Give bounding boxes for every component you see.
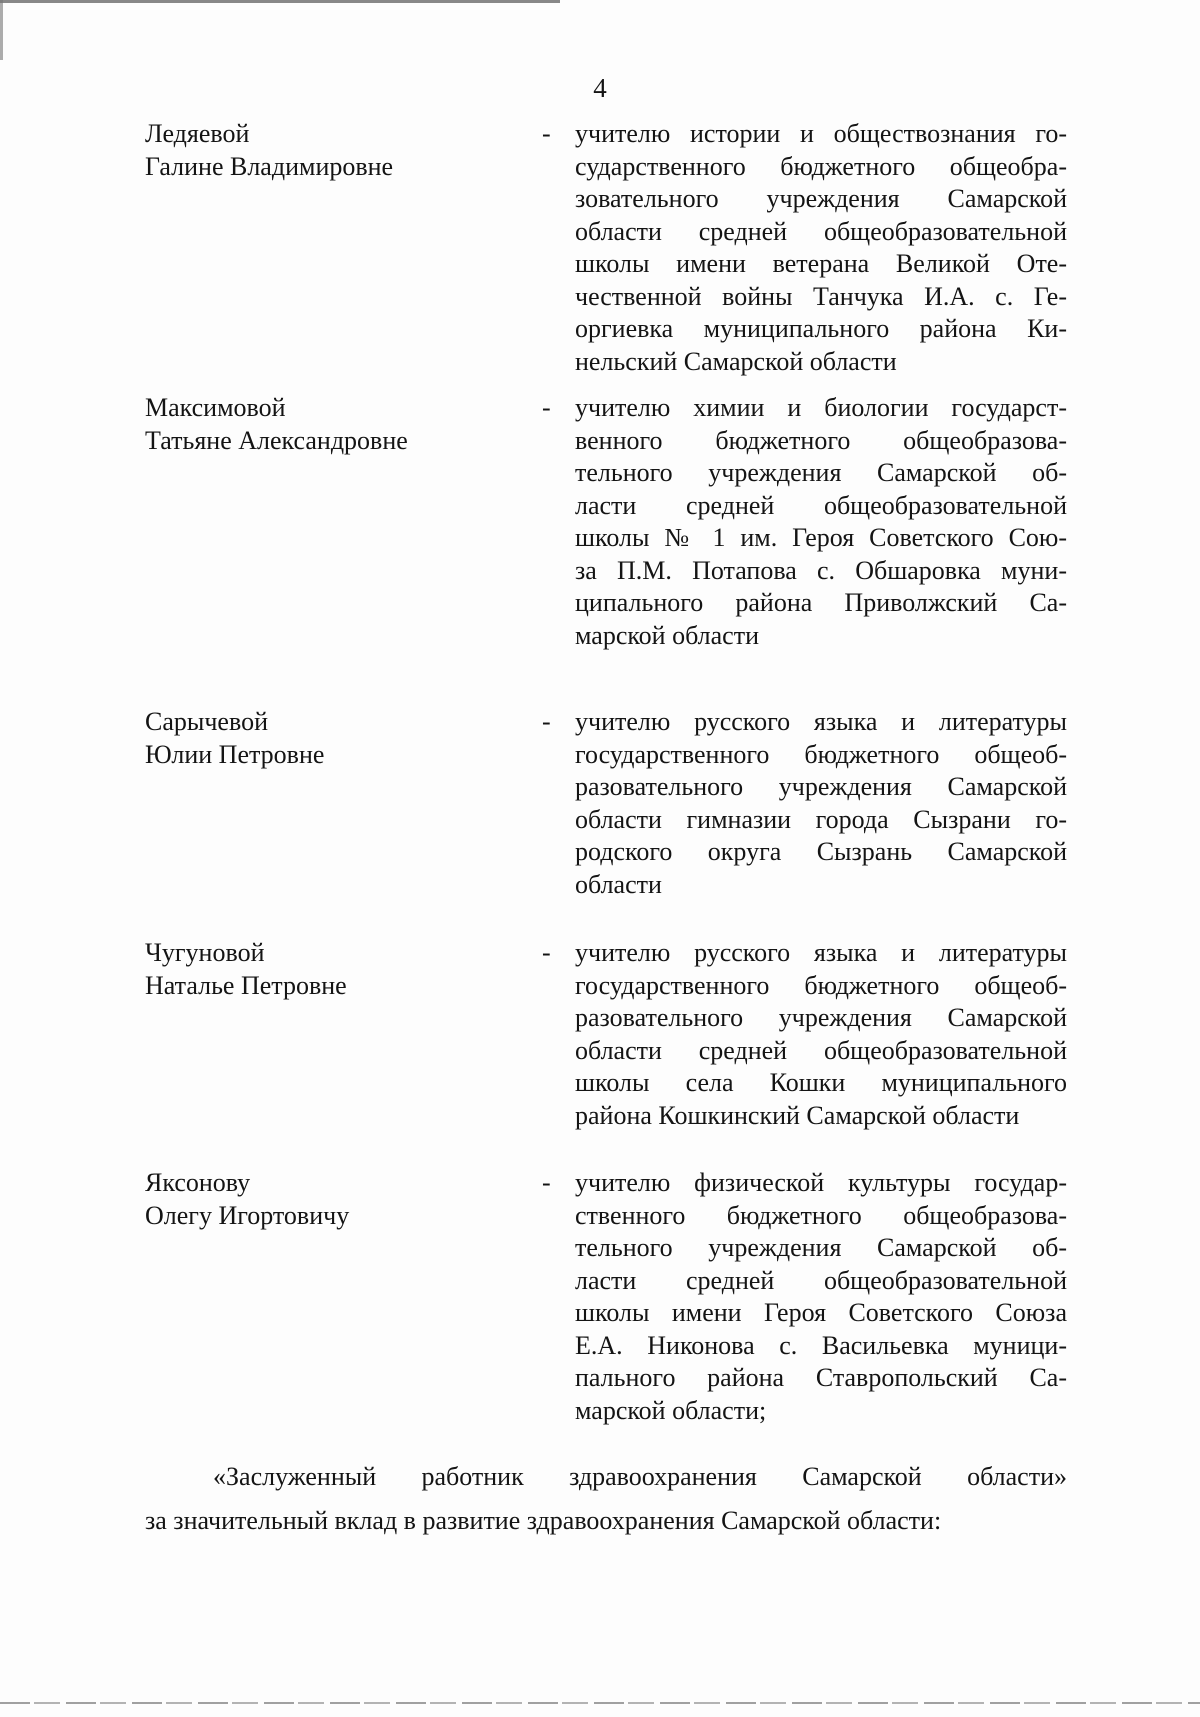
recipient-surname: Максимовой	[145, 393, 286, 422]
dash-separator: -	[542, 1168, 551, 1197]
description-line: марской области	[575, 620, 759, 650]
description-line: оргиевка муниципального района Ки-	[575, 314, 1067, 343]
description-line: школы № 1 им. Героя Советского Сою-	[575, 523, 1067, 552]
recipient-given-name: Наталье Петровне	[145, 970, 347, 1000]
description-line: школы имени ветерана Великой Оте-	[575, 249, 1067, 278]
description-line: области гимназии города Сызрани го-	[575, 804, 1067, 834]
dash-separator: -	[542, 119, 551, 148]
description-line: разовательного учреждения Самарской	[575, 1003, 1067, 1032]
recipient-description	[575, 937, 1067, 1132]
description-line: марской области;	[575, 1395, 767, 1425]
recipient-description	[575, 392, 1067, 652]
description-line: пального района Ставропольский Са-	[575, 1363, 1067, 1392]
description-line: области	[575, 869, 662, 899]
award-title: «Заслуженный работник здравоохранения Самарской области»	[213, 1462, 1067, 1491]
recipient-given-name: Татьяне Александровне	[145, 425, 408, 455]
description-line: чественной войны Танчука И.А. с. Ге-	[575, 281, 1067, 311]
recipient-given-name: Юлии Петровне	[145, 739, 325, 769]
page-number: 4	[593, 73, 607, 103]
description-line: ласти средней общеобразовательной	[575, 490, 1067, 520]
description-line: школы села Кошки муниципального	[575, 1068, 1067, 1097]
recipient-name	[145, 392, 545, 457]
description-line: тельного учреждения Самарской об-	[575, 1233, 1067, 1262]
recipient-name	[145, 118, 545, 183]
dash-separator: -	[542, 938, 551, 967]
award-section	[145, 1460, 1067, 1538]
recipient-description	[575, 118, 1067, 378]
dash-separator: -	[542, 707, 551, 736]
description-line: за П.М. Потапова с. Обшаровка муни-	[575, 555, 1067, 585]
description-line: зовательного учреждения Самарской	[575, 184, 1067, 213]
description-line: учителю химии и биологии государст-	[575, 393, 1067, 422]
description-line: ласти средней общеобразовательной	[575, 1265, 1067, 1295]
award-reason: за значительный вклад в развитие здравоохранения Самарской области:	[145, 1506, 942, 1535]
scan-edge-left	[0, 0, 3, 60]
description-line: Е.А. Никонова с. Васильевка муници-	[575, 1330, 1067, 1360]
description-line: тельного учреждения Самарской об-	[575, 458, 1067, 487]
description-line: учителю истории и обществознания го-	[575, 119, 1067, 148]
dash-separator: -	[542, 393, 551, 422]
description-line: родского округа Сызрань Самарской	[575, 837, 1067, 866]
description-line: учителю русского языка и литературы	[575, 707, 1067, 736]
description-line: ципального района Приволжский Са-	[575, 588, 1067, 617]
description-line: района Кошкинский Самарской области	[575, 1100, 1020, 1130]
recipient-name	[145, 937, 545, 1002]
description-line: государственного бюджетного общеоб-	[575, 970, 1067, 1000]
scan-edge-bottom	[0, 1702, 1200, 1704]
description-line: ственного бюджетного общеобразова-	[575, 1200, 1067, 1230]
recipient-description	[575, 706, 1067, 901]
description-line: нельский Самарской области	[575, 346, 897, 376]
description-line: области средней общеобразовательной	[575, 216, 1067, 246]
description-line: разовательного учреждения Самарской	[575, 772, 1067, 801]
description-line: учителю русского языка и литературы	[575, 938, 1067, 967]
recipient-surname: Сарычевой	[145, 707, 268, 736]
description-line: сударственного бюджетного общеобра-	[575, 151, 1067, 181]
recipient-name	[145, 706, 545, 771]
scan-edge-top	[0, 0, 560, 3]
description-line: государственного бюджетного общеоб-	[575, 739, 1067, 769]
recipient-surname: Яксонову	[145, 1168, 251, 1197]
recipient-given-name: Олегу Игортовичу	[145, 1200, 350, 1230]
description-line: учителю физической культуры государ-	[575, 1168, 1067, 1197]
recipient-name	[145, 1167, 545, 1232]
recipient-surname: Чугуновой	[145, 938, 265, 967]
description-line: области средней общеобразовательной	[575, 1035, 1067, 1065]
recipient-surname: Ледяевой	[145, 119, 250, 148]
recipient-description	[575, 1167, 1067, 1427]
recipient-given-name: Галине Владимировне	[145, 151, 394, 181]
description-line: венного бюджетного общеобразова-	[575, 425, 1067, 455]
description-line: школы имени Героя Советского Союза	[575, 1298, 1067, 1327]
